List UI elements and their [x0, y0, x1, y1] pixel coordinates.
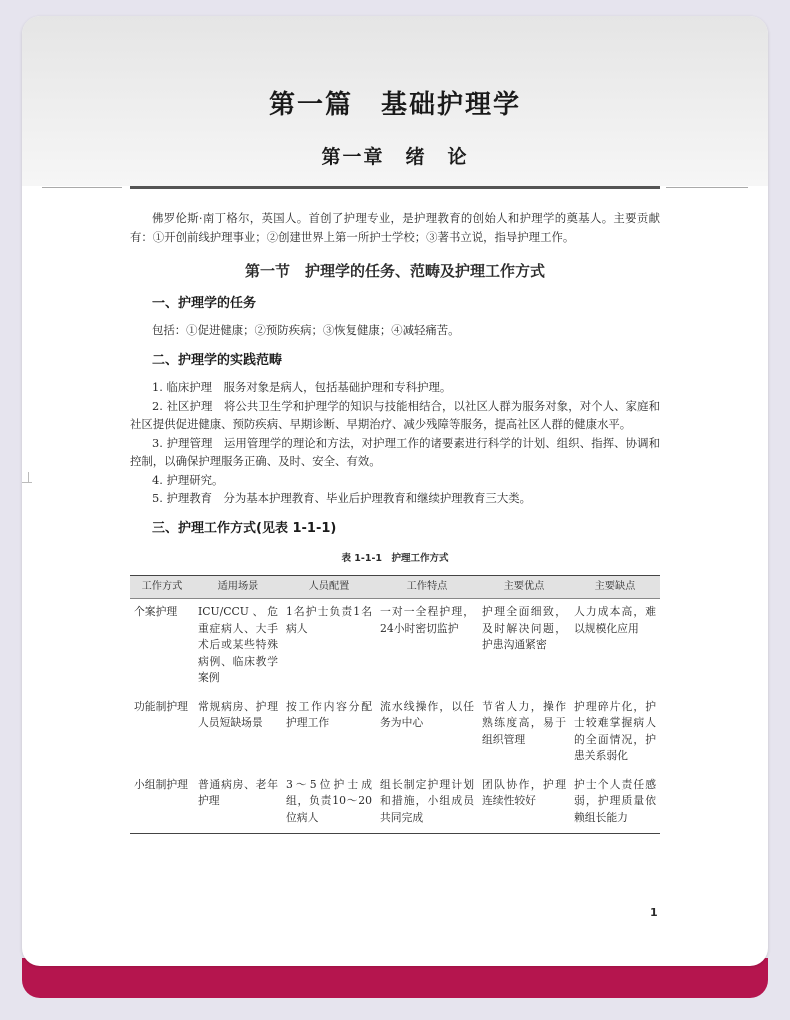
table-cell: 团队协作，护理连续性较好	[478, 772, 570, 834]
divider-left-line	[42, 187, 122, 188]
table-cell: 人力成本高，难以规模化应用	[574, 605, 656, 635]
scope-item: 5. 护理教育 分为基本护理教育、毕业后护理教育和继续护理教育三大类。	[152, 491, 531, 505]
table-header-cell: 主要优点	[478, 575, 570, 599]
page-number: 1	[650, 906, 658, 919]
table-cell: 1名护士负责1名病人	[286, 605, 372, 635]
table-cell: 护士个人责任感弱，护理质量依赖组长能力	[570, 772, 660, 834]
section-title: 第一节 护理学的任务、范畴及护理工作方式	[244, 262, 545, 280]
table-header-cell: 工作特点	[376, 575, 478, 599]
table-cell: 个案护理	[134, 605, 178, 618]
chapter-title: 第一章 绪 论	[321, 146, 469, 168]
table-cell: ICU/CCU、危重症病人、大手术后或某些特殊病例、临床教学案例	[198, 605, 278, 684]
table-header-cell: 工作方式	[130, 575, 194, 599]
table-cell: 3～5位护士成组，负责10～20位病人	[282, 772, 376, 834]
table-row	[130, 694, 660, 772]
table-caption: 表 1-1-1 护理工作方式	[341, 553, 449, 564]
scope-item: 4. 护理研究。	[152, 472, 224, 487]
scope-item: 2. 社区护理 将公共卫生学和护理学的知识与技能相结合，以社区人群为服务对象，对个人、家庭和社区提供促进健康、预防疾病、早期诊断、早期治疗、减少残障等服务，提高社区人群的健康水平。	[130, 398, 660, 431]
table-row	[130, 772, 660, 834]
table-header-cell: 主要缺点	[570, 575, 660, 599]
table-cell: 一对一全程护理，24小时密切监护	[380, 605, 474, 635]
table-header-row	[130, 575, 660, 599]
table-cell: 护理碎片化，护士较难掌握病人的全面情况，护患关系弱化	[574, 699, 656, 762]
table-header-cell: 适用场景	[194, 575, 282, 599]
table-cell: 功能制护理	[134, 699, 188, 713]
table-row	[130, 599, 660, 694]
table-cell: 普通病房、老年护理	[194, 772, 282, 834]
scope-item: 3. 护理管理 运用管理学的理论和方法，对护理工作的诸要素进行科学的计划、组织、指挥、协调和控制，以确保护理服务正确、及时、安全、有效。	[130, 435, 660, 468]
crop-mark-vertical	[28, 472, 29, 482]
intro-paragraph: 佛罗伦斯·南丁格尔，英国人。首创了护理专业，是护理教育的创始人和护理学的奠基人。主要贡献有：①开创前线护理事业；②创建世界上第一所护士学校；③著书立说，指导护理工作。	[130, 211, 660, 244]
table-cell: 节省人力，操作熟练度高，易于组织管理	[482, 699, 566, 746]
table-header-cell: 人员配置	[282, 575, 376, 599]
heading-scope: 二、护理学的实践范畴	[152, 352, 283, 368]
table-cell: 按工作内容分配护理工作	[286, 699, 372, 729]
nursing-methods-table	[130, 575, 660, 835]
heading-methods: 三、护理工作方式(见表 1-1-1)	[152, 520, 337, 536]
part-title: 第一篇 基础护理学	[268, 90, 521, 120]
table-cell: 小组制护理	[130, 772, 194, 834]
tasks-paragraph: 包括：①促进健康；②预防疾病；③恢复健康；④减轻痛苦。	[152, 323, 460, 337]
heading-tasks: 一、护理学的任务	[152, 295, 257, 311]
divider-right-line	[666, 187, 748, 188]
book-page	[22, 16, 768, 966]
scope-item: 1. 临床护理 服务对象是病人，包括基础护理和专科护理。	[152, 380, 452, 394]
table-cell: 常规病房、护理人员短缺场景	[198, 699, 278, 729]
chapter-divider	[130, 186, 660, 189]
table-cell: 组长制定护理计划和措施，小组成员共同完成	[376, 772, 478, 834]
table-cell: 护理全面细致，及时解决问题，护患沟通紧密	[482, 605, 566, 651]
crop-mark	[22, 482, 32, 483]
table-cell: 流水线操作，以任务为中心	[380, 699, 474, 729]
page-content	[130, 209, 660, 834]
